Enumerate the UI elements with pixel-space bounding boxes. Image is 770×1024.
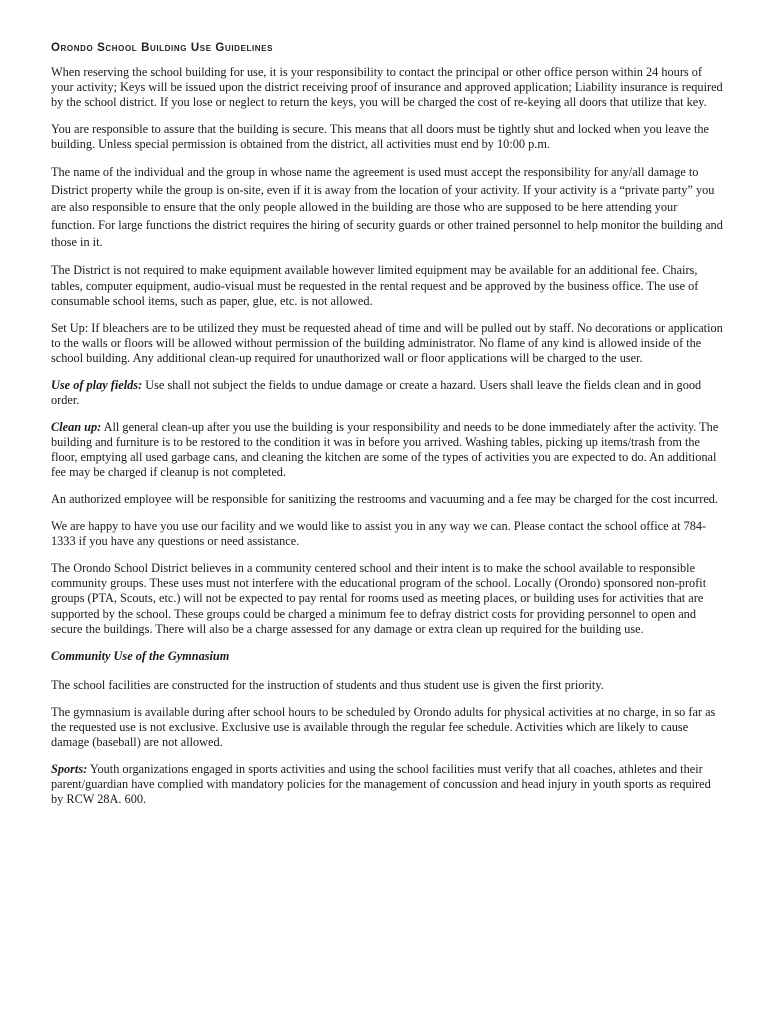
paragraph-keys: When reserving the school building for use, it is your responsibility to contact the principal or other office person within 24 hours of your activity; Keys will be issued upon the district receiving proof of insurance and approved application; Liability insurance is required by the school district. If you lose or neglect to return the keys, you will be charged the cost of re-keying all doors that utilize that key. <box>51 65 723 110</box>
paragraph-priority: The school facilities are constructed for the instruction of students and thus student use is given the first priority. <box>51 677 604 692</box>
clean-up-label: Clean up: <box>51 419 102 434</box>
document-page <box>51 40 723 819</box>
sports-label: Sports: <box>51 761 88 776</box>
paragraph-sports <box>51 762 723 808</box>
sports-text: Youth organizations engaged in sports activities and using the school facilities must verify that all coaches, athletes and their parent/guardian have complied with mandatory policies for the management of concussion and head injury in youth sports as required by RCW 28A. 600. <box>51 761 711 807</box>
document-title: Orondo School Building Use Guidelines <box>51 42 274 54</box>
paragraph-community: The Orondo School District believes in a community centered school and their intent is to make the school available to responsible community groups. These uses must not interfere with the educational program of the school. Locally (Orondo) sponsored non-profit groups (PTA, Scouts, etc.) will not be expected to pay rental for rooms used as meeting places, or building uses for activities that are supported by the school. These groups could be charged a minimum fee to defray district costs for providing personnel to open and secure the buildings. There will also be a charge assessed for any damage or extra clean up required for the building use. <box>51 560 707 636</box>
heading-gymnasium: Community Use of the Gymnasium <box>51 648 230 663</box>
clean-up-text: All general clean-up after you use the building is your responsibility and needs to be done immediately after the activity. The building and furniture is to be restored to the condition it was in before you arrived. Washing tables, picking up items/trash from the floor, emptying all used garbage cans, and cleaning the kitchen are some of the types of activities you are expected to do. An additional fee may be charged if cleanup is not completed. <box>51 419 719 480</box>
play-fields-text: Use shall not subject the fields to undue damage or create a hazard. Users shall leave the fields clean and in good order. <box>51 377 702 407</box>
paragraph-equipment: The District is not required to make equipment available however limited equipment may be available for an additional fee. Chairs, tables, computer equipment, audio-visual must be requested in the rental request and be approved by the business office. The use of consumable school items, such as paper, glue, etc. is not allowed. <box>51 263 699 308</box>
paragraph-sanitizing: An authorized employee will be responsible for sanitizing the restrooms and vacuuming and a fee may be charged for the cost incurred. <box>51 492 718 507</box>
paragraph-contact: We are happy to have you use our facility and we would like to assist you in any way we can. Please contact the school office at 784-1333 if you have any questions or need assistance. <box>51 518 707 549</box>
paragraph-setup: Set Up: If bleachers are to be utilized they must be requested ahead of time and will be pulled out by staff. No decorations or application to the walls or floors will be allowed without permission of the building administrator. No flame of any kind is allowed inside of the school building. Any additional clean-up required for unauthorized wall or floor applications will be charged to the user. <box>51 320 723 365</box>
paragraph-play-fields <box>51 378 723 408</box>
paragraph-gymnasium: The gymnasium is available during after school hours to be scheduled by Orondo adults for physical activities at no charge, in so far as the requested use is not exclusive. Exclusive use is available through the regular fee schedule. Activities which are likely to cause damage (baseball) are not allowed. <box>51 704 716 749</box>
paragraph-responsibility: The name of the individual and the group in whose name the agreement is used must accept the responsibility for any/all damage to District property while the group is on-site, even if it is away from the location of your activity. If your activity is a “private party” you are also responsible to ensure that the only people allowed in the building are those who are supposed to be here attending your function. For large functions the district requires the hiring of security guards or other trained personnel to help monitor the building and those in it. <box>51 165 723 250</box>
paragraph-clean-up <box>51 420 723 481</box>
paragraph-security: You are responsible to assure that the building is secure. This means that all doors must be tightly shut and locked when you leave the building. Unless special permission is obtained from the district, all activities must end by 10:00 p.m. <box>51 122 709 152</box>
play-fields-label: Use of play fields: <box>51 377 143 392</box>
